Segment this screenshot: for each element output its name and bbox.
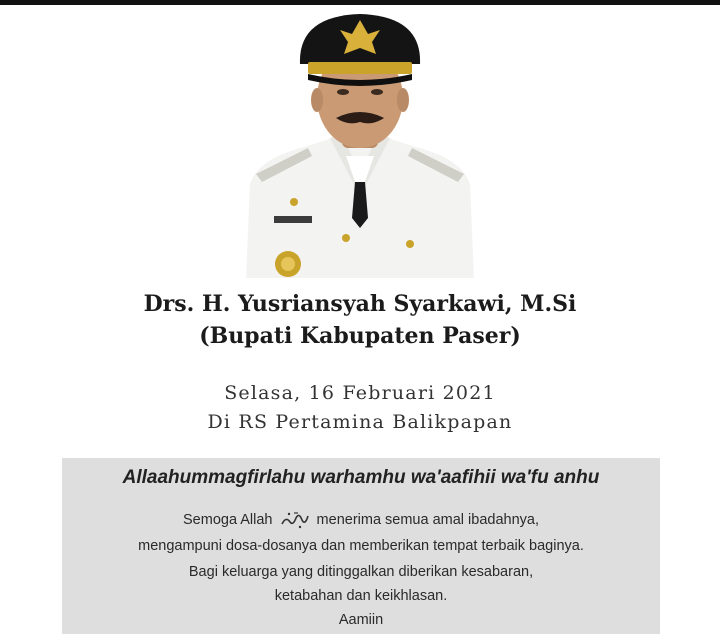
swt-calligraphy-icon	[280, 510, 310, 530]
prayer-line-2: mengampuni dosa-dosanya dan memberikan tempat terbaik baginya.	[138, 538, 584, 554]
prayer-line-1-start: Semoga Allah	[183, 512, 273, 528]
event-place: Di RS Pertamina Balikpapan	[207, 411, 513, 433]
prayer-line-4: ketabahan dan keikhlasan.	[274, 588, 448, 604]
prayer-line-1	[62, 510, 660, 530]
event-date: Selasa, 16 Februari 2021	[224, 382, 496, 404]
person-name: Drs. H. Yusriansyah Syarkawi, M.Si	[143, 291, 577, 317]
doa-text: Allaahummagfirlahu warhamhu wa'aafihii wa'fu anhu	[122, 467, 600, 488]
prayer-box	[62, 458, 660, 634]
top-border	[0, 0, 720, 5]
prayer-line-1-end: menerima semua amal ibadahnya,	[316, 512, 539, 528]
prayer-line-3: Bagi keluarga yang ditinggalkan diberikan kesabaran,	[188, 564, 534, 580]
prayer-line-5: Aamiin	[338, 612, 384, 628]
person-position: (Bupati Kabupaten Paser)	[199, 323, 521, 349]
official-portrait	[238, 6, 482, 278]
